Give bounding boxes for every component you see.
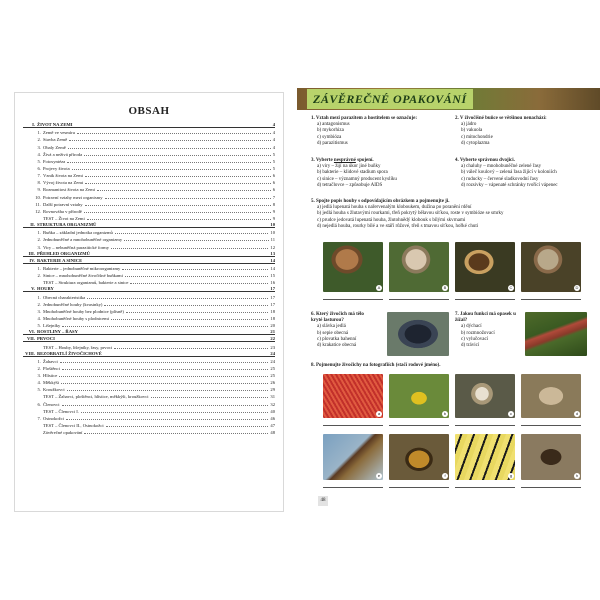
toc-label: TEST – Struktura organizmů, bakterie a sinice: [43, 280, 129, 286]
animal-photo-g: [455, 434, 515, 480]
toc-leader-dots: [68, 148, 271, 149]
question-4-option: a) chaluhy – mnohobuněčné zelené řasy: [461, 164, 542, 170]
toc-leader-dots: [84, 433, 268, 434]
toc-leader-dots: [97, 190, 271, 191]
toc-item-row: [23, 207, 275, 214]
animal-photo-h: [521, 434, 581, 480]
toc-page-number: 6: [272, 173, 275, 179]
toc-number: 10.: [35, 194, 41, 200]
toc-item-row: [23, 414, 275, 421]
toc-leader-dots: [84, 155, 271, 156]
question-5-option: a) jedlá lupenatá houba s nařervenalým kloboukem, dužina po poranění rdění: [317, 205, 472, 211]
toc-label: Jednobuněčné a mnohobuněčné organizmy: [43, 237, 123, 243]
toc-item-row: [23, 135, 275, 142]
toc-label: Lišejníky: [43, 323, 61, 329]
toc-leader-dots: [81, 412, 269, 413]
toc-page-number: 23: [270, 344, 275, 350]
toc-leader-dots: [85, 183, 271, 184]
photo-tag: C: [509, 285, 513, 290]
toc-label: Obaly Země: [43, 144, 66, 150]
toc-page-number: 17: [270, 294, 275, 300]
toc-leader-dots: [77, 133, 271, 134]
toc-page-number: 48: [270, 430, 275, 436]
question-1-option: b) mykorhiza: [317, 128, 344, 134]
toc-page-number: 12: [270, 244, 275, 250]
toc-number: 3.: [37, 308, 41, 314]
toc-label: HOUBY: [37, 286, 54, 292]
toc-leader-dots: [106, 426, 269, 427]
toc-page-number: 4: [272, 144, 275, 150]
toc-item-row: [23, 364, 275, 371]
toc-item-row: [23, 407, 275, 414]
toc-label: BEZOBRATLÍ ŽIVOČICHOVÉ: [37, 350, 102, 356]
toc-number: 11.: [35, 201, 41, 207]
toc-page-number: 14: [270, 265, 275, 271]
question-6-option: b) sepie obecná: [317, 330, 349, 336]
left-page: [14, 92, 284, 512]
toc-item-row: [23, 428, 275, 435]
toc-page-number: 4: [272, 130, 275, 136]
toc-leader-dots: [87, 219, 271, 220]
toc-number: 3.: [37, 373, 41, 379]
toc-page-number: 21: [270, 329, 275, 335]
toc-number: 1.: [37, 265, 41, 271]
answer-line[interactable]: [521, 425, 581, 426]
toc-item-row: [23, 264, 275, 271]
review-title: ZÁVĚREČNÉ OPAKOVÁNÍ: [307, 89, 473, 109]
toc-label: Jednobuněčné houby (kvasinky): [43, 301, 103, 307]
toc-leader-dots: [124, 240, 268, 241]
toc-number: 5.: [37, 387, 41, 393]
toc-page-number: 5: [272, 165, 275, 171]
toc-number: 4.: [37, 380, 41, 386]
question-2-option: a) jádro: [461, 122, 477, 128]
toc-item-row: [23, 307, 275, 314]
toc-number: 12.: [35, 208, 41, 214]
question-5: [311, 199, 593, 230]
toc-leader-dots: [122, 269, 268, 270]
toc-label: Rozmanitost života na Zemi: [43, 187, 95, 193]
question-8: [311, 363, 593, 369]
question-1-option: c) symbióza: [317, 134, 342, 140]
toc-leader-dots: [104, 305, 268, 306]
toc-page-number: 29: [270, 387, 275, 393]
toc-label: ROSTLINY – ŘASY: [37, 329, 78, 335]
toc-item-row: [23, 421, 275, 428]
animal-photo-f: [389, 434, 449, 480]
toc-page-number: 40: [270, 408, 275, 414]
question-5-option: d) nejedlá houba, rourky bílé a ve stáří růžové, třeň s tmavou síťkou, hořké chuti: [317, 223, 479, 229]
toc-page-number: 25: [270, 365, 275, 371]
toc-page-number: 10: [270, 222, 275, 228]
toc-number: VII.: [26, 336, 35, 342]
toc-item-row: [23, 357, 275, 364]
toc-section-row: [23, 328, 275, 335]
toc-item-row: [23, 342, 275, 349]
photo-tag: c: [510, 411, 512, 416]
toc-number: 5.: [37, 158, 41, 164]
answer-line[interactable]: [455, 425, 515, 426]
toc-item-row: [23, 235, 275, 242]
toc-number: IV.: [29, 257, 35, 263]
toc-page-number: 6: [272, 180, 275, 186]
mushroom-photo-b: [389, 242, 449, 292]
toc-number: 1.: [37, 294, 41, 300]
toc-label: Buňka – základní jednotka organizmů: [43, 230, 113, 236]
toc-leader-dots: [66, 419, 268, 420]
toc-page-number: 17: [270, 286, 275, 292]
toc-page-number: 15: [270, 273, 275, 279]
toc-item-row: [23, 142, 275, 149]
toc-item-row: [23, 192, 275, 199]
toc-page-number: 46: [270, 415, 275, 421]
question-4-option: d) rozsivky – vápenaté schránky tvořící vápenec: [461, 182, 558, 188]
toc-number: 1.: [37, 230, 41, 236]
toc-section-row: [23, 250, 275, 257]
question-4-text: 4. Vyberte správnou dvojici.: [455, 158, 515, 163]
toc-label: Ostnokožci: [43, 415, 64, 421]
question-8-text: 8. Pojmenujte živočichy na fotografiích (stačí rodové jméno).: [311, 363, 441, 368]
toc-item-row: [23, 228, 275, 235]
question-3-emphasis: nesprávné: [333, 158, 356, 163]
toc-number: 2.: [37, 237, 41, 243]
toc-leader-dots: [62, 369, 269, 370]
toc-leader-dots: [67, 162, 271, 163]
toc-section-row: [23, 335, 275, 342]
toc-number: 2.: [37, 137, 41, 143]
question-4-option: c) ruducky – červené sladkovodní řasy: [461, 176, 539, 182]
toc-item-row: [23, 371, 275, 378]
question-1-option: a) antagonismus: [317, 122, 350, 128]
toc-label: TEST – Houby, lišejníky, řasy, prvoci: [43, 344, 113, 350]
toc-leader-dots: [114, 348, 268, 349]
toc-page-number: 20: [270, 323, 275, 329]
question-3-text: 3. Vyberte nesprávné spojení.: [311, 158, 374, 163]
toc-page-number: 13: [270, 250, 275, 256]
toc-number: 7.: [37, 173, 41, 179]
answer-line[interactable]: [389, 487, 449, 488]
toc-label: Vývoj života na Zemi: [43, 180, 84, 186]
right-page: [297, 88, 600, 518]
question-4-option: b) váleč koulový – zelená řasa žijící v koloniích: [461, 170, 557, 176]
toc-item-row: [23, 178, 275, 185]
toc-leader-dots: [69, 140, 271, 141]
photo-tag: B: [443, 285, 447, 290]
toc-label: Obecná charakteristika: [43, 294, 86, 300]
toc-label: Fotosyntéza: [43, 158, 66, 164]
question-6-option: d) krakatice obecná: [317, 343, 357, 349]
toc-number: 2.: [37, 273, 41, 279]
question-6-text: 6. Který živočich má tělo kryté lasturou?: [311, 312, 364, 324]
toc-number: 5.: [37, 323, 41, 329]
toc-page-number: 47: [270, 423, 275, 429]
toc-item-row: [23, 314, 275, 321]
question-5-option: c) prudce jedovatá lupenatá houba, žlutohnědý klobouk s bílými skvrnami: [317, 217, 466, 223]
question-7-option: c) vylučovací: [461, 336, 489, 342]
toc-page-number: 4: [272, 122, 275, 128]
toc-leader-dots: [61, 383, 268, 384]
toc-number: 3.: [37, 144, 41, 150]
toc-page-number: 18: [270, 315, 275, 321]
question-2-option: c) mitochondrie: [461, 134, 493, 140]
toc-page-number: 31: [270, 394, 275, 400]
question-3-option: a) viry – žijí na úkor jiné buňky: [317, 164, 381, 170]
toc-page-number: 14: [270, 257, 275, 263]
toc-number: 6.: [37, 165, 41, 171]
mussels-photo: [387, 312, 449, 356]
photo-tag: h: [575, 473, 579, 478]
toc-leader-dots: [111, 248, 268, 249]
toc-page-number: 9: [272, 208, 275, 214]
toc-item-row: [23, 214, 275, 221]
toc-item-row: [23, 300, 275, 307]
toc-section-row: [23, 121, 275, 128]
toc-item-row: [23, 200, 275, 207]
toc-number: VIII.: [25, 350, 35, 356]
toc-page-number: 22: [270, 336, 275, 342]
toc-label: Kroužkovci: [43, 387, 65, 393]
toc-leader-dots: [105, 198, 271, 199]
mushroom-photo-a: [323, 242, 383, 292]
toc-number: 2.: [37, 301, 41, 307]
question-4: [455, 158, 597, 189]
toc-label: Projevy života: [43, 165, 70, 171]
toc-item-row: [23, 185, 275, 192]
toc-number: V.: [31, 286, 35, 292]
toc-item-row: [23, 378, 275, 385]
toc-leader-dots: [125, 276, 269, 277]
toc-label: Potravní vztahy mezi organismy: [43, 194, 103, 200]
toc-section-row: [23, 221, 275, 228]
toc-page-number: 5: [272, 151, 275, 157]
toc-page-number: 8: [272, 201, 275, 207]
toc-leader-dots: [85, 205, 271, 206]
photo-tag: f: [442, 473, 448, 479]
animal-photo-a: [323, 374, 383, 418]
toc-item-row: [23, 164, 275, 171]
question-1: [311, 116, 451, 147]
question-3-option: d) tetračlovce – způsobuje AIDS: [317, 182, 383, 188]
toc-number: I.: [32, 122, 35, 128]
toc-item-row: [23, 292, 275, 299]
toc-leader-dots: [151, 397, 269, 398]
animal-photo-e: [323, 434, 383, 480]
toc-label: TEST – Členovci I.: [43, 408, 79, 414]
question-2-text: 2. V živočišné buňce se většinou nenachází:: [455, 116, 547, 121]
question-7-option: b) rozmnožovací: [461, 330, 495, 336]
toc-leader-dots: [85, 176, 271, 177]
photo-tag: b: [443, 411, 447, 416]
toc-number: 1.: [37, 130, 41, 136]
toc-item-row: [23, 171, 275, 178]
toc-label: Mnohobuněčné houby s plodnicemi: [43, 315, 109, 321]
toc-label: BAKTERIE A SINICE: [37, 257, 83, 263]
toc-item-row: [23, 271, 275, 278]
toc-label: Ploštěnci: [43, 365, 60, 371]
answer-line[interactable]: [455, 299, 515, 300]
question-2-option: b) vakuola: [461, 128, 483, 134]
toc-page-number: 11: [270, 237, 275, 243]
toc-label: Hlístice: [43, 373, 58, 379]
question-7: [455, 312, 521, 349]
toc-label: Členovci: [43, 401, 60, 407]
toc-item-row: [23, 150, 275, 157]
toc-label: Vznik života na Zemi: [43, 173, 83, 179]
answer-line[interactable]: [323, 487, 383, 488]
toc-number: 2.: [37, 365, 41, 371]
animal-photo-d: [521, 374, 581, 418]
answer-line[interactable]: [521, 299, 581, 300]
toc-label: TEST – Žahavci, ploštěnci, hlístice, měkkýši, kroužkovci: [43, 394, 149, 400]
toc-label: PRVOCI: [37, 336, 55, 342]
page-number: 48: [318, 496, 328, 506]
toc-section-row: [23, 257, 275, 264]
photo-tag: e: [377, 473, 381, 478]
toc-title: OBSAH: [128, 105, 170, 117]
question-3-option: b) bakterie – klidové stadium spora: [317, 170, 388, 176]
toc-label: Rovnováha v přírodě: [43, 208, 82, 214]
toc-leader-dots: [130, 283, 268, 284]
toc-page-number: 24: [270, 358, 275, 364]
toc-label: TEST – Členovci II., Ostnokožci: [43, 423, 104, 429]
toc-item-row: [23, 399, 275, 406]
toc-label: Sinice – mnohobuněčné živočišné buňkami: [43, 273, 123, 279]
toc-section-row: [23, 285, 275, 292]
photo-tag: d: [575, 411, 579, 416]
toc-item-row: [23, 242, 275, 249]
toc-number: III.: [28, 250, 35, 256]
toc-item-row: [23, 157, 275, 164]
toc-leader-dots: [72, 169, 271, 170]
toc-leader-dots: [115, 233, 269, 234]
toc-leader-dots: [62, 326, 268, 327]
photo-tag: g: [509, 473, 513, 478]
photo-tag: A: [377, 285, 381, 290]
question-7-text: 7. Jakou funkci má opasek u žížal?: [455, 312, 516, 324]
toc-page-number: 18: [270, 308, 275, 314]
answer-line[interactable]: [389, 299, 449, 300]
toc-section-row: [23, 350, 275, 357]
toc-page-number: 17: [270, 301, 275, 307]
earthworm-photo: [525, 312, 587, 356]
question-2: [455, 116, 595, 147]
question-5-option: b) jedlá houba s žlutavými rourkami, třeň pokrytý bělavou síťkou, roste v symbióze se smrky: [317, 211, 504, 217]
toc-label: Závěrečné opakování: [43, 430, 83, 436]
toc-leader-dots: [60, 362, 269, 363]
toc-leader-dots: [59, 376, 268, 377]
question-6: [311, 312, 375, 349]
toc-number: 3.: [37, 244, 41, 250]
toc-number: 8.: [37, 180, 41, 186]
toc-label: ŽIVOT NA ZEMI: [37, 122, 73, 128]
toc-page-number: 25: [270, 373, 275, 379]
toc-number: VI.: [28, 329, 35, 335]
toc-leader-dots: [87, 298, 268, 299]
question-7-option: d) trávicí: [461, 343, 480, 349]
toc-label: Bakterie – jednobuněčné mikroorganizmy: [43, 265, 121, 271]
toc-leader-dots: [62, 405, 269, 406]
toc-leader-dots: [111, 319, 268, 320]
photo-tag: a: [377, 411, 381, 416]
toc-page-number: 32: [270, 401, 275, 407]
toc-number: 6.: [37, 401, 41, 407]
toc-label: Mnohobuněčné houby bez plodnice (plísně): [43, 308, 124, 314]
question-5-text: 5. Spojte popis houby s odpovídajícím obrázkem a pojmenujte ji.: [311, 199, 450, 204]
question-3-option: c) sinice – významný producent kyslíku: [317, 176, 397, 182]
toc-item-row: [23, 278, 275, 285]
mushroom-photo-c: [455, 242, 515, 292]
question-1-text: 1. Vztah mezi parazitem a hostitelem se označuje:: [311, 116, 417, 121]
toc-number: 4.: [37, 151, 41, 157]
toc-label: Stavba Země: [43, 137, 68, 143]
toc-number: 4.: [37, 315, 41, 321]
question-6-option: a) slávka jedlá: [317, 324, 346, 330]
answer-line[interactable]: [323, 299, 383, 300]
toc-leader-dots: [126, 312, 269, 313]
mushroom-photo-d: [521, 242, 581, 292]
toc-item-row: [23, 385, 275, 392]
toc-page-number: 6: [272, 187, 275, 193]
toc-page-number: 16: [270, 280, 275, 286]
animal-photo-c: [455, 374, 515, 418]
answer-line[interactable]: [389, 425, 449, 426]
toc-label: Měkkýši: [43, 380, 60, 386]
question-3: [311, 158, 451, 189]
toc-label: Žahavci: [43, 358, 58, 364]
animal-photo-b: [389, 374, 449, 418]
toc-number: 1.: [37, 358, 41, 364]
toc-page-number: 10: [270, 230, 275, 236]
toc-label: Země ve vesmíru: [43, 130, 75, 136]
toc-label: Další potravní vztahy: [43, 201, 83, 207]
answer-line[interactable]: [455, 487, 515, 488]
question-1-option: d) parazitismus: [317, 140, 348, 146]
toc-number: 9.: [37, 187, 41, 193]
photo-tag: D: [575, 285, 579, 290]
toc-page-number: 26: [270, 380, 275, 386]
toc-item-row: [23, 128, 275, 135]
toc-item-row: [23, 392, 275, 399]
answer-line[interactable]: [323, 425, 383, 426]
question-2-option: d) cytoplazma: [461, 140, 490, 146]
toc-number: II.: [30, 222, 35, 228]
toc-label: Viry – nebuněčná parazitické formy: [43, 244, 110, 250]
toc-label: PŘEHLED ORGANIZMŮ: [37, 250, 90, 256]
toc-leader-dots: [67, 390, 269, 391]
question-7-option: a) dýchací: [461, 324, 482, 330]
toc-label: STRUKTURA ORGANIZMŮ: [37, 222, 97, 228]
answer-line[interactable]: [521, 487, 581, 488]
toc-number: 7.: [37, 415, 41, 421]
toc-page-number: 9: [272, 215, 275, 221]
toc-label: TEST – Život na Zemi: [43, 215, 85, 221]
toc-page-number: 4: [272, 137, 275, 143]
toc-label: Živá a neživá příroda: [43, 151, 83, 157]
toc-list: [23, 121, 275, 435]
toc-leader-dots: [84, 212, 271, 213]
toc-page-number: 7: [272, 194, 275, 200]
question-6-option: c) plovatka bahenní: [317, 336, 357, 342]
toc-page-number: 5: [272, 158, 275, 164]
toc-item-row: [23, 321, 275, 328]
toc-page-number: 24: [270, 350, 275, 356]
